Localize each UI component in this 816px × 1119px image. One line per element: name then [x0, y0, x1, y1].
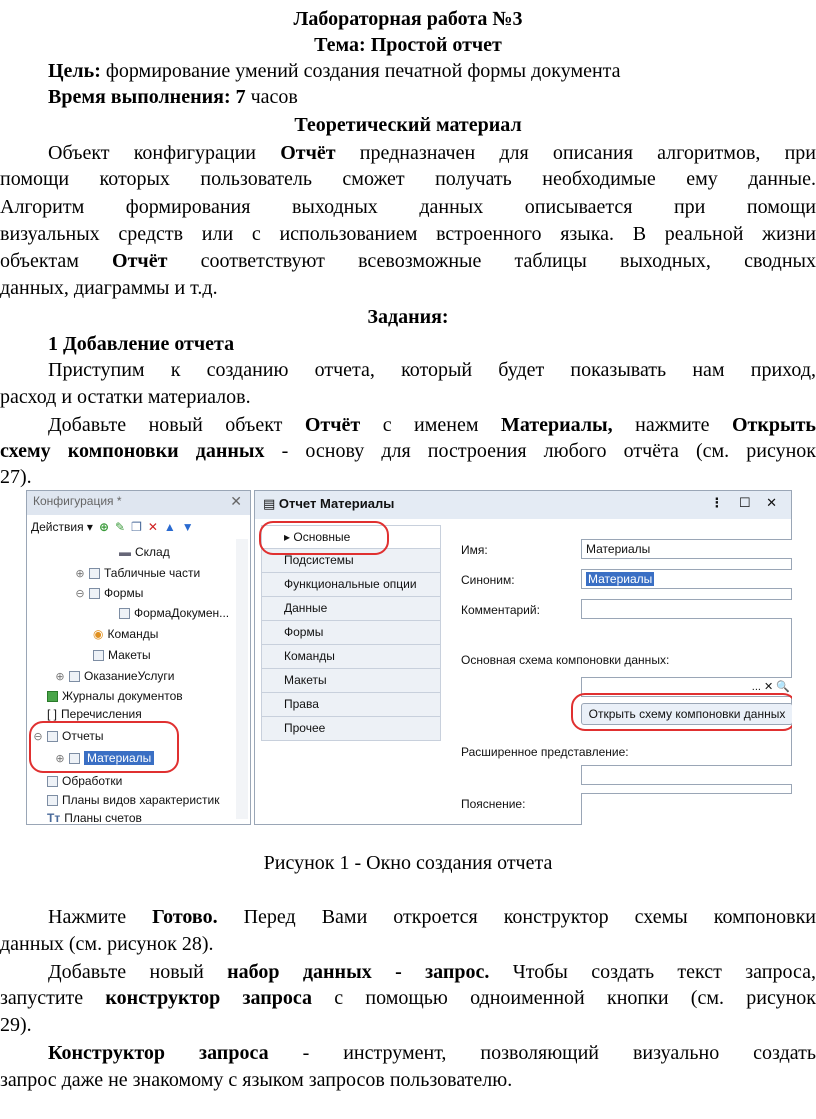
paragraph-line: Конструктор запроса - инструмент, позволяющий визуально создать — [48, 1042, 816, 1064]
add-icon[interactable]: ⊕ — [98, 520, 109, 534]
theory-heading: Теоретический материал — [294, 114, 522, 136]
tab-forms[interactable]: Формы — [261, 621, 441, 645]
scrollbar[interactable] — [236, 539, 248, 819]
schema-field-buttons[interactable]: ... ✕ 🔍 — [751, 681, 790, 693]
form-icon — [89, 588, 100, 599]
highlight-ring — [29, 721, 179, 773]
name-field[interactable]: Материалы — [581, 539, 792, 559]
tree-item[interactable]: ▬ Склад — [119, 545, 170, 559]
theory-line: объектам Отчёт соответствуют всевозможные таблицы выходных, сводных — [0, 250, 816, 272]
tree-item[interactable]: ⊖ Отчеты — [33, 729, 104, 743]
theory-line: визуальных средств или с использованием встроенного языка. В реальной жизни — [0, 223, 816, 245]
tree-item[interactable]: Тт Планы счетов — [47, 811, 142, 825]
tree-item[interactable]: ◉ Команды — [93, 627, 159, 641]
configuration-panel — [26, 490, 251, 825]
task-paragraph-line: Добавьте новый объект Отчёт с именем Материалы, нажмите Открыть — [48, 414, 816, 436]
journal-icon — [47, 691, 58, 702]
tree-item[interactable]: ⊕ ОказаниеУслуги — [55, 669, 175, 683]
table-icon — [89, 568, 100, 579]
comment-label: Комментарий: — [461, 603, 540, 617]
edit-icon[interactable]: ✎ — [115, 520, 126, 534]
theory-line: Объект конфигурации Отчёт предназначен для описания алгоритмов, при — [48, 142, 816, 164]
tab-list — [261, 525, 441, 741]
tasks-heading: Задания: — [367, 306, 449, 328]
tree-item[interactable]: ⊖ Формы — [75, 586, 144, 600]
tree-item[interactable]: Обработки — [47, 772, 122, 790]
extended-presentation-label: Расширенное представление: — [461, 745, 629, 759]
tree-item[interactable]: Макеты — [93, 646, 151, 664]
tree-item[interactable]: Планы видов характеристик — [47, 791, 219, 809]
doc-topic: Тема: Простой отчет — [314, 34, 502, 56]
tab-templates[interactable]: Макеты — [261, 669, 441, 693]
comment-field[interactable] — [581, 599, 792, 619]
command-icon: ◉ — [93, 627, 104, 641]
tree-item[interactable]: Журналы документов — [47, 687, 183, 705]
delete-icon[interactable]: ✕ — [147, 520, 158, 534]
highlight-ring — [571, 693, 792, 731]
chart-types-icon — [47, 795, 58, 806]
task-paragraph-line: расход и остатки материалов. — [0, 386, 251, 408]
task-paragraph-line: 27). — [0, 466, 32, 488]
schema-label: Основная схема компоновки данных: — [461, 653, 670, 667]
highlight-ring — [259, 521, 389, 555]
theory-line: Алгоритм формирования выходных данных описывается при помощи — [0, 196, 816, 218]
figure-screenshot — [26, 490, 792, 825]
actions-menu[interactable]: Действия ▾ — [31, 520, 93, 534]
enum-icon: [ ] — [47, 707, 58, 721]
tree-item[interactable]: ⊕ Материалы — [55, 749, 154, 767]
tab-functional-options[interactable]: Функциональные опции — [261, 573, 441, 597]
paragraph-line: 29). — [0, 1014, 32, 1036]
task-paragraph-line: схему компоновки данных - основу для построения любого отчёта (см. рисунок — [0, 440, 816, 462]
accounts-icon: Тт — [47, 811, 61, 825]
doc-title: Лабораторная работа №3 — [293, 8, 523, 30]
tab-rights[interactable]: Права — [261, 693, 441, 717]
collapse-icon[interactable]: ⊖ — [75, 587, 85, 600]
tree-item[interactable]: ⊕ Табличные части — [75, 566, 201, 580]
template-icon — [93, 650, 104, 661]
paragraph-line: Добавьте новый набор данных - запрос. Чтобы создать текст запроса, — [48, 961, 816, 983]
theory-line: помощи которых пользователь сможет получать необходимые ему данные. — [0, 168, 816, 190]
form-icon — [119, 608, 130, 619]
copy-icon[interactable]: ❐ — [131, 520, 142, 534]
tab-data[interactable]: Данные — [261, 597, 441, 621]
explanation-label: Пояснение: — [461, 797, 526, 811]
paragraph-line: запустите конструктор запроса с помощью одноименной кнопки (см. рисунок — [0, 987, 816, 1009]
tree-item[interactable]: [ ] Перечисления — [47, 707, 142, 721]
tab-other[interactable]: Прочее — [261, 717, 441, 741]
paragraph-line: данных (см. рисунок 28). — [0, 933, 214, 955]
tab-commands[interactable]: Команды — [261, 645, 441, 669]
collapse-icon[interactable]: ⊖ — [33, 730, 43, 743]
task-subheading: 1 Добавление отчета — [48, 333, 235, 355]
tab-subsystems[interactable]: Подсистемы — [261, 549, 441, 573]
open-schema-button[interactable]: Открыть схему компоновки данных — [581, 703, 792, 725]
extended-presentation-field[interactable] — [581, 765, 792, 785]
paragraph-line: Нажмите Готово. Перед Вами откроется конструктор схемы компоновки — [48, 906, 816, 928]
report-icon: ▤ — [263, 496, 279, 511]
dash-icon: ▬ — [119, 545, 131, 559]
move-up-icon[interactable]: ▲ — [163, 520, 176, 534]
expand-icon[interactable]: ⊕ — [55, 670, 65, 683]
synonym-label: Синоним: — [461, 573, 515, 587]
configuration-panel-title: Конфигурация * ✕ — [27, 491, 250, 515]
tab-main[interactable]: ▸ Основные — [261, 525, 441, 549]
close-icon[interactable]: ✕ — [230, 493, 242, 509]
report-window — [254, 490, 792, 825]
report-window-title: ▤ Отчет Материалы ⋮ ☐ ✕ — [255, 491, 791, 519]
task-paragraph-line: Приступим к созданию отчета, который будет показывать нам приход, — [48, 359, 816, 381]
synonym-field[interactable]: Материалы — [581, 569, 792, 589]
theory-line: данных, диаграммы и т.д. — [0, 277, 218, 299]
tree-item[interactable]: ФормаДокумен... — [119, 604, 229, 622]
explanation-field[interactable] — [581, 793, 792, 825]
configuration-toolbar — [27, 515, 250, 539]
name-label: Имя: — [461, 543, 488, 557]
move-down-icon[interactable]: ▼ — [181, 520, 194, 534]
paragraph-line: запрос даже не знакомому с языком запросов пользователю. — [0, 1069, 513, 1091]
expand-icon[interactable]: ⊕ — [55, 752, 65, 765]
expand-icon[interactable]: ⊕ — [75, 567, 85, 580]
window-controls[interactable]: ⋮ ☐ ✕ — [710, 495, 783, 510]
figure-caption: Рисунок 1 - Окно создания отчета — [263, 852, 553, 874]
goal-line: Цель: формирование умений создания печатной формы документа — [48, 60, 621, 82]
processing-icon — [47, 776, 58, 787]
time-line: Время выполнения: 7 часов — [48, 86, 298, 108]
document-icon — [69, 671, 80, 682]
